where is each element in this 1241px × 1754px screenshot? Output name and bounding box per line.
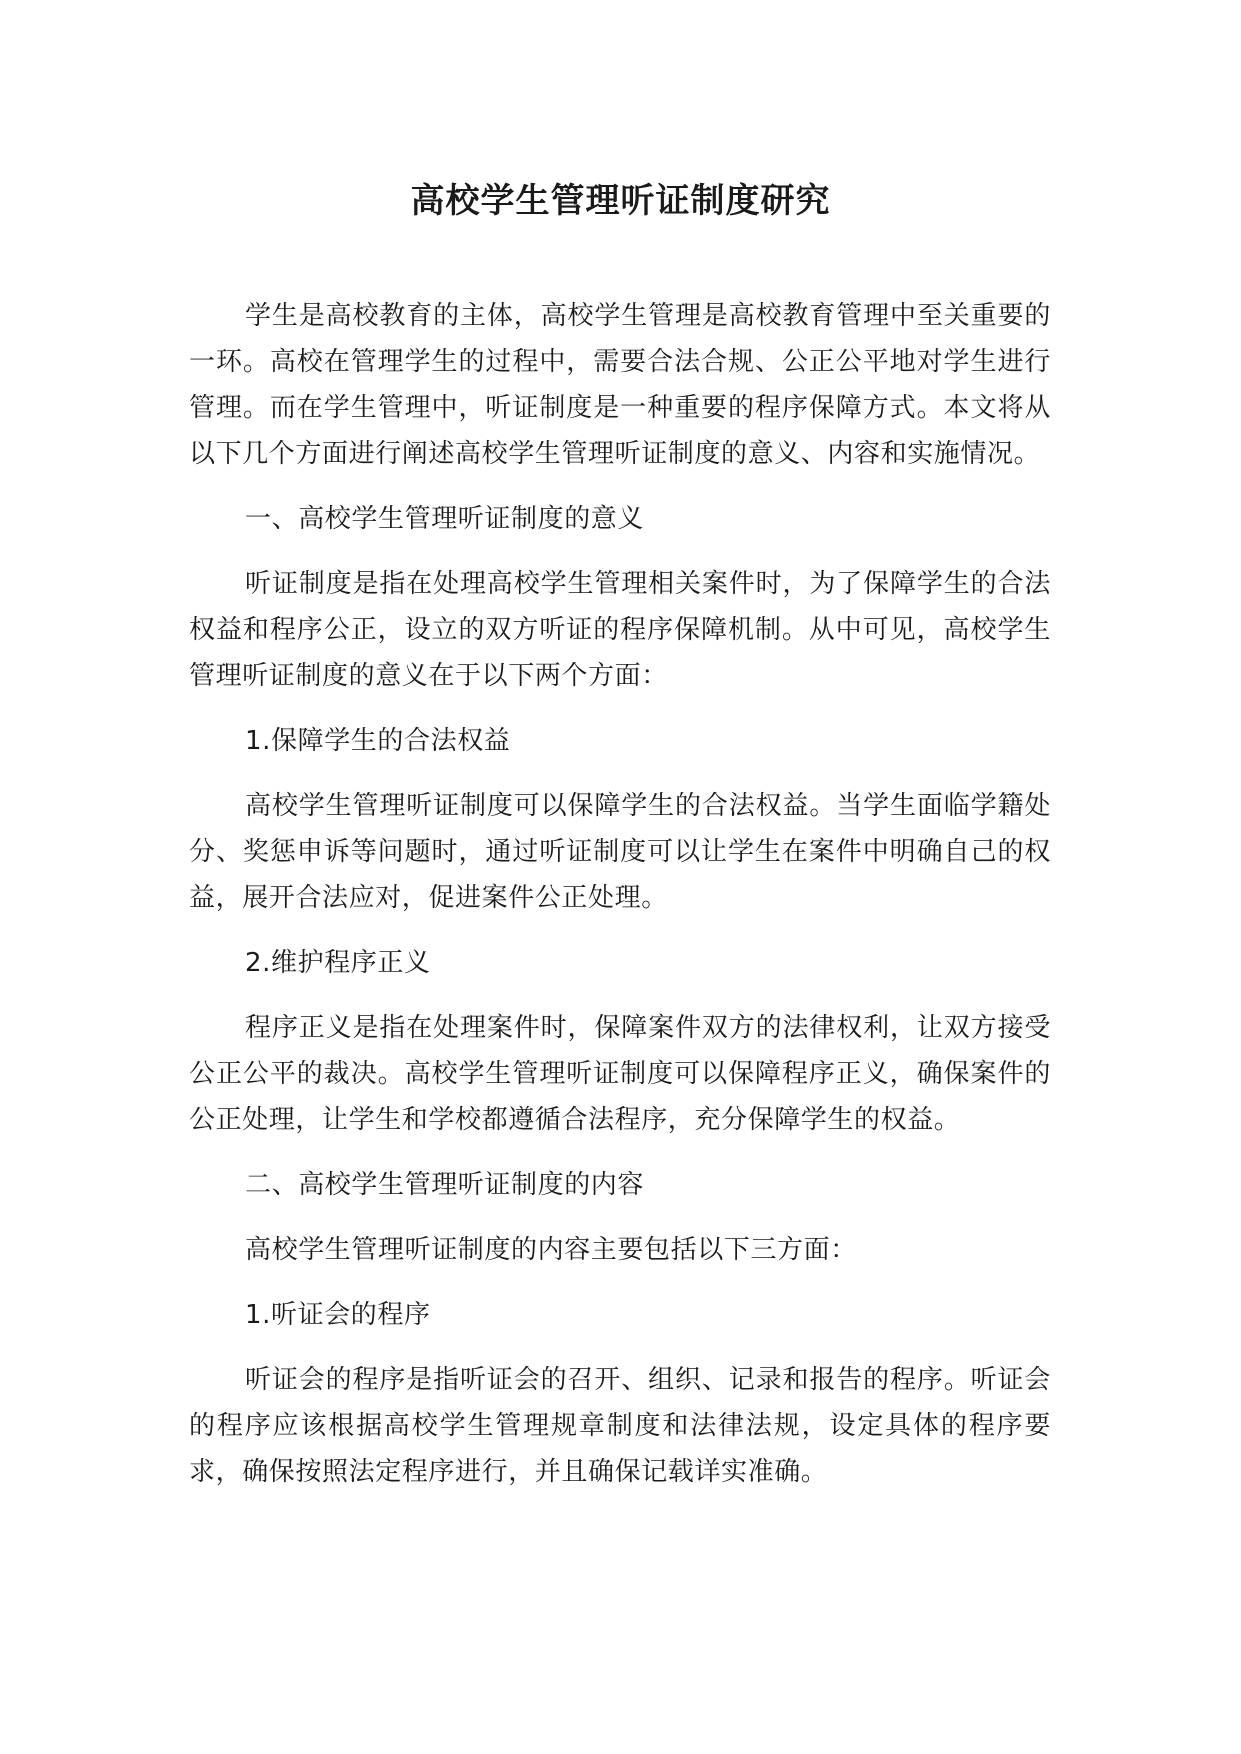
section-heading-content: 二、高校学生管理听证制度的内容 (245, 1170, 645, 1200)
section-heading-significance: 一、高校学生管理听证制度的意义 (245, 504, 645, 534)
subheading-rights: 1.保障学生的合法权益 (245, 726, 511, 756)
paragraph-hearing-procedure: 听证会的程序是指听证会的召开、组织、记录和报告的程序。听证会的程序应该根据高校学生管理规章制度和法律法规，设定具体的程序要求，确保按照法定程序进行，并且确保记载详实准确。 (189, 1365, 1051, 1487)
paragraph-content-intro: 高校学生管理听证制度的内容主要包括以下三方面： (245, 1235, 857, 1265)
subheading-hearing-procedure: 1.听证会的程序 (245, 1300, 431, 1330)
paragraph-significance: 听证制度是指在处理高校学生管理相关案件时，为了保障学生的合法权益和程序公正，设立的双方听证的程序保障机制。从中可见，高校学生管理听证制度的意义在于以下两个方面： (189, 569, 1051, 691)
document-title: 高校学生管理听证制度研究 (410, 181, 831, 221)
subheading-procedural-justice: 2.维护程序正义 (245, 948, 431, 978)
paragraph-procedural-justice: 程序正义是指在处理案件时，保障案件双方的法律权利，让双方接受公正公平的裁决。高校学生管理听证制度可以保障程序正义，确保案件的公正处理，让学生和学校都遵循合法程序，充分保障学生的权益。 (189, 1013, 1051, 1135)
paragraph-rights: 高校学生管理听证制度可以保障学生的合法权益。当学生面临学籍处分、奖惩申诉等问题时，通过听证制度可以让学生在案件中明确自己的权益，展开合法应对，促进案件公正处理。 (189, 791, 1051, 913)
document-body (189, 293, 1051, 1514)
paragraph-intro: 学生是高校教育的主体，高校学生管理是高校教育管理中至关重要的一环。高校在管理学生的过程中，需要合法合规、公正公平地对学生进行管理。而在学生管理中，听证制度是一种重要的程序保障方式。本文将从以下几个方面进行阐述高校学生管理听证制度的意义、内容和实施情况。 (189, 301, 1051, 469)
